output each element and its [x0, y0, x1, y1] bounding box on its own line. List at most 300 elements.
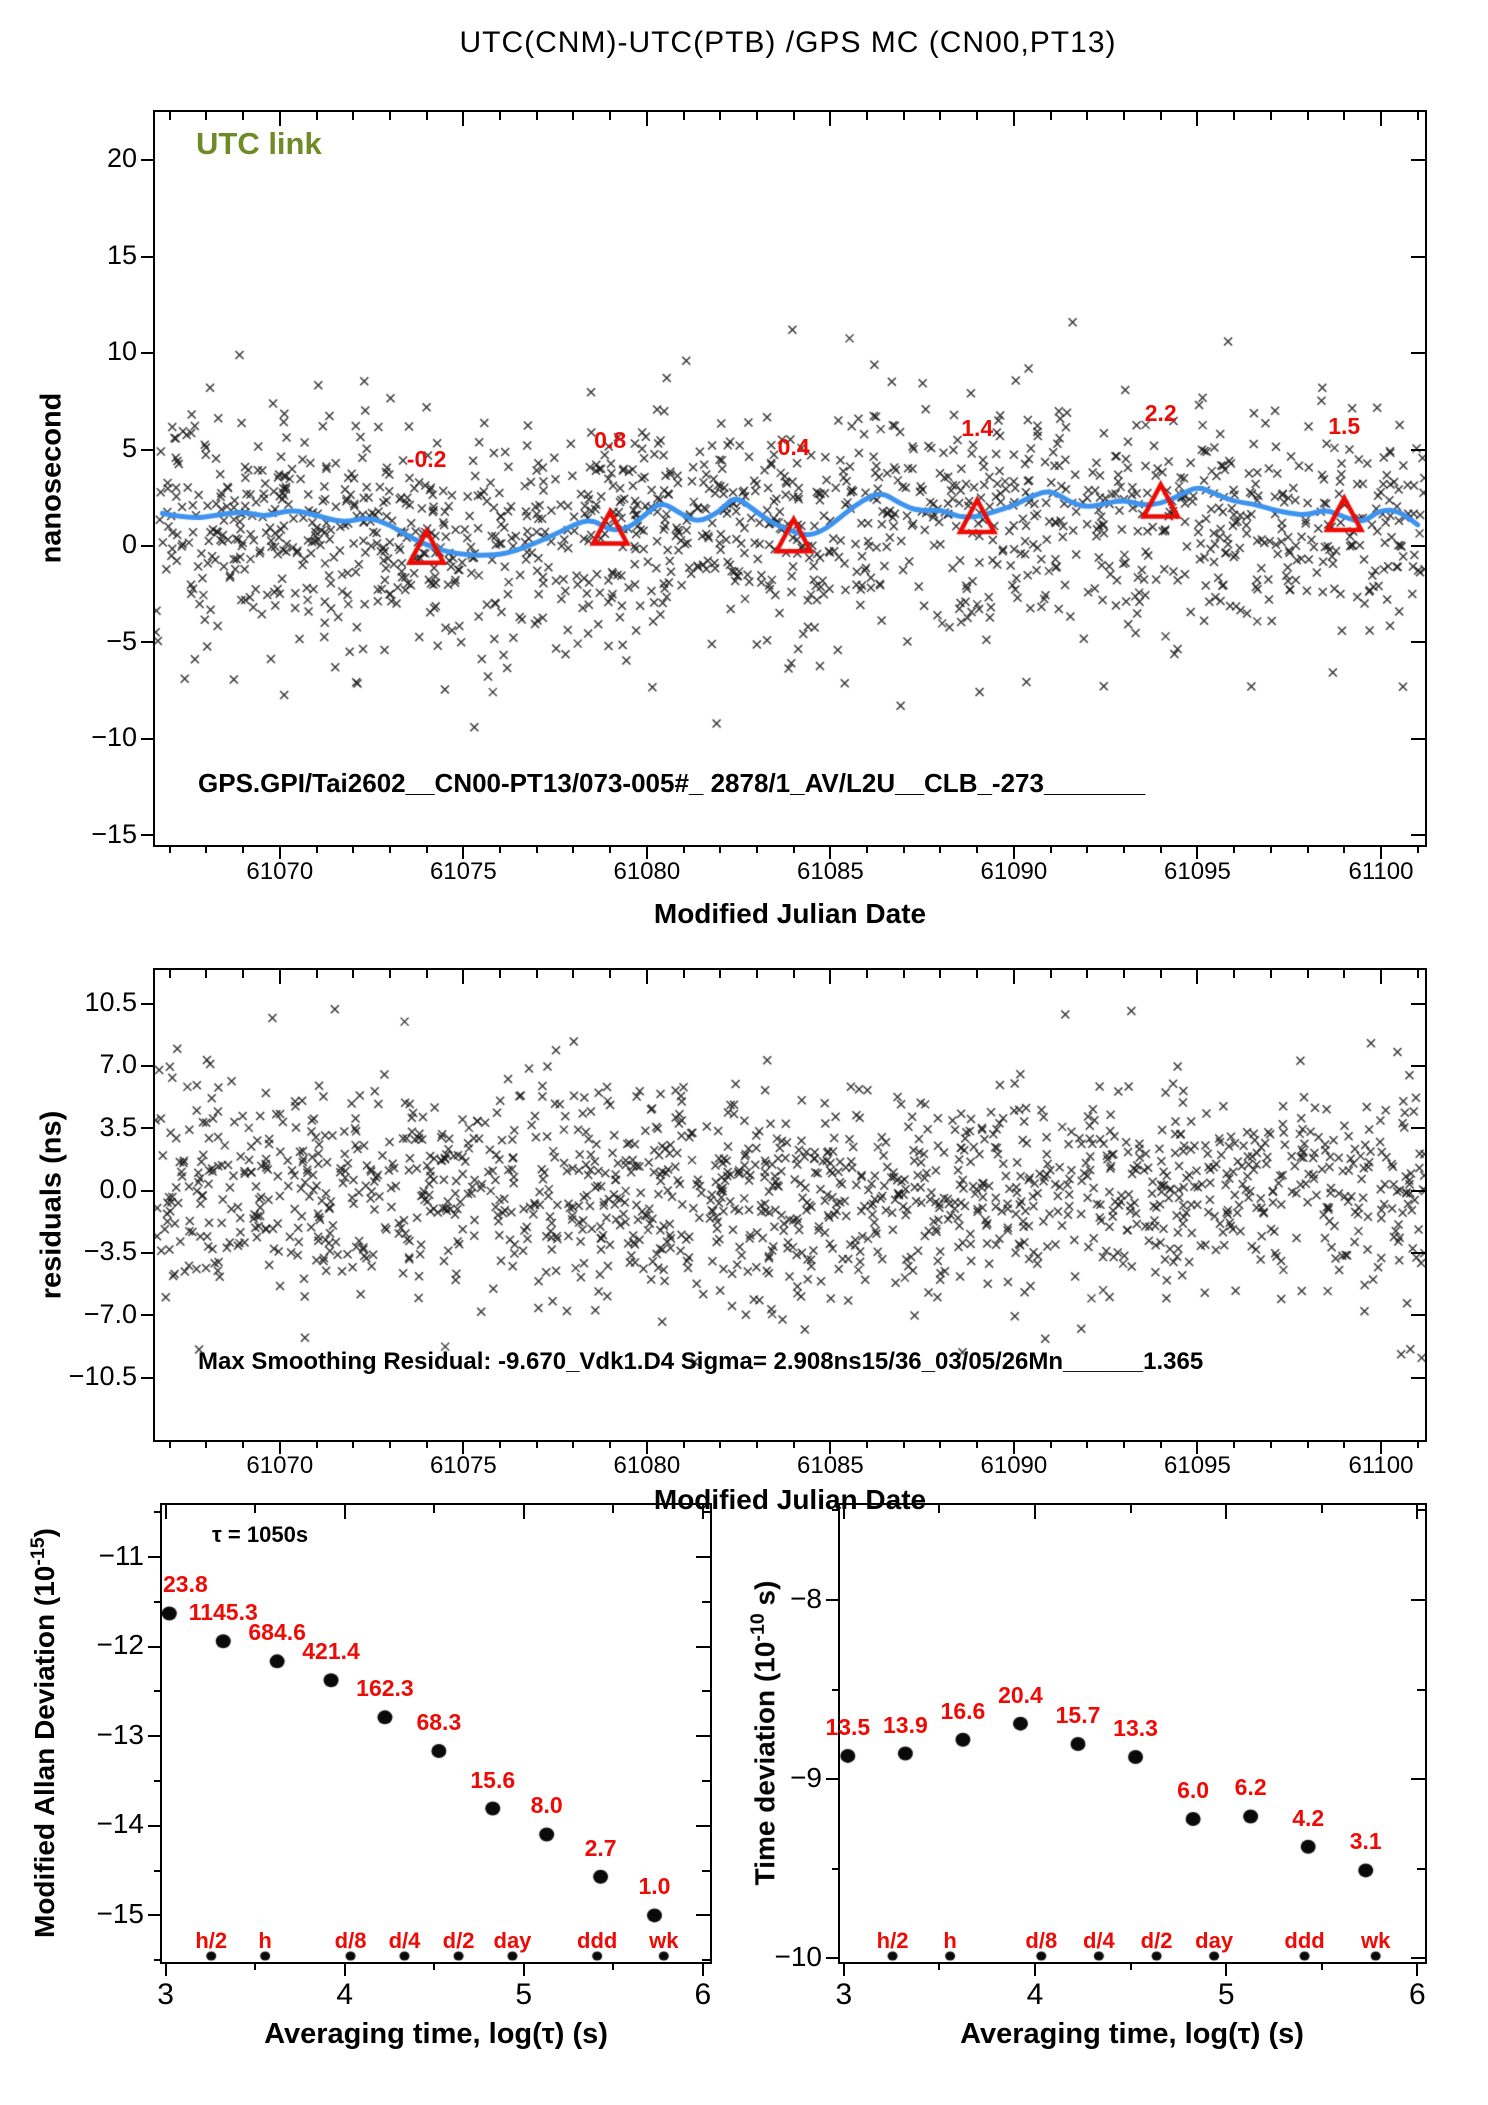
y-major-tick-right: [1411, 1252, 1425, 1254]
point-value-label: 684.6: [248, 1619, 306, 1646]
x-minor-tick: [976, 1440, 978, 1448]
y-major-tick-right: [1411, 1377, 1425, 1379]
x-minor-tick-top: [205, 970, 207, 978]
x-major-tick: [344, 1962, 346, 1976]
y-major-tick-right: [1411, 641, 1425, 643]
averaging-time-axis-title-right: Averaging time, log(τ) (s): [960, 2018, 1304, 2050]
x-major-tick-top: [646, 970, 648, 984]
y-major-tick: [141, 641, 155, 643]
x-minor-tick: [756, 845, 758, 853]
y-tick-label: 7.0: [99, 1049, 137, 1080]
x-minor-tick: [939, 845, 941, 853]
point-value-label: 162.3: [356, 1675, 414, 1702]
x-minor-tick-top: [169, 970, 171, 978]
y-major-tick: [141, 1252, 155, 1254]
x-major-tick: [646, 845, 648, 859]
x-tick-label: 61100: [1348, 858, 1414, 885]
y-major-tick-right: [1411, 545, 1425, 547]
x-minor-tick: [426, 845, 428, 853]
x-minor-tick-top: [1050, 970, 1052, 978]
x-minor-tick-top: [1160, 970, 1162, 978]
x-tick-label: 61075: [429, 1452, 497, 1479]
x-major-tick-top: [1196, 112, 1198, 126]
y-major-tick: [826, 1957, 840, 1959]
x-minor-tick: [1321, 1962, 1323, 1970]
y-major-tick-right: [1411, 738, 1425, 740]
point-value-label: 16.6: [940, 1697, 986, 1724]
x-major-tick-top: [1196, 970, 1198, 984]
triangle-value-label: 1.4: [961, 415, 994, 441]
triangle-value-label: -0.2: [406, 445, 447, 472]
y-tick-label: −5: [106, 625, 137, 656]
x-major-tick: [843, 1962, 845, 1976]
y-major-tick-right: [1411, 159, 1425, 161]
ref-interval-label: day: [1195, 1928, 1234, 1953]
x-minor-tick-top: [316, 970, 318, 978]
y-major-tick: [826, 1778, 840, 1780]
x-major-tick-top: [344, 1505, 346, 1519]
x-minor-tick-top: [719, 970, 721, 978]
ref-interval-label: h/2: [195, 1928, 228, 1953]
x-major-tick-top: [1416, 1505, 1418, 1519]
ref-interval-label: day: [493, 1928, 532, 1953]
x-minor-tick-top: [938, 1505, 940, 1513]
x-minor-tick: [572, 1440, 574, 1448]
x-minor-tick-top: [352, 970, 354, 978]
point-value-label: 15.7: [1055, 1702, 1101, 1729]
y-tick-label: −15: [96, 1898, 144, 1930]
x-tick-label: 61075: [429, 858, 497, 885]
point-value-label: 68.3: [416, 1709, 462, 1736]
dataset-annotation: GPS.GPI/Tai2602__CN00-PT13/073-005#_ 2878/1_AV/L2U__CLB_-273_______: [198, 768, 1146, 798]
x-tick-label: 61095: [1164, 1452, 1231, 1479]
x-minor-tick: [1130, 1962, 1132, 1970]
point-value-label: 13.3: [1113, 1714, 1158, 1741]
x-minor-tick: [536, 1440, 538, 1448]
x-minor-tick-top: [572, 112, 574, 120]
y-tick-label: 15: [106, 239, 137, 270]
x-minor-tick-top: [939, 112, 941, 120]
x-tick-label: 5: [1217, 1978, 1235, 2011]
x-minor-tick-top: [242, 112, 244, 120]
point-value-label: 1145.3: [188, 1599, 258, 1626]
x-minor-tick: [1160, 845, 1162, 853]
y-major-tick: [148, 1825, 162, 1827]
ref-interval-label: d/4: [388, 1928, 421, 1953]
y-major-tick-right: [1411, 1190, 1425, 1192]
y-minor-tick-right: [1417, 1509, 1425, 1511]
x-minor-tick: [683, 845, 685, 853]
y-major-tick-right: [1411, 256, 1425, 258]
y-major-tick: [148, 1735, 162, 1737]
x-minor-tick-top: [683, 970, 685, 978]
x-minor-tick: [1307, 1440, 1309, 1448]
y-major-tick: [141, 1377, 155, 1379]
y-major-tick-right: [1411, 449, 1425, 451]
x-minor-tick: [352, 845, 354, 853]
x-minor-tick-top: [242, 970, 244, 978]
y-minor-tick: [154, 1870, 162, 1872]
y-tick-label: 0.0: [99, 1174, 137, 1205]
nanosecond-axis-title: nanosecond: [35, 392, 68, 564]
x-minor-tick: [1343, 845, 1345, 853]
x-minor-tick-top: [1343, 112, 1345, 120]
ref-interval-label: d/4: [1082, 1928, 1115, 1953]
ref-interval-label: h/2: [876, 1928, 909, 1953]
x-minor-tick: [1307, 845, 1309, 853]
point-value-label: 23.8: [163, 1571, 208, 1598]
y-major-tick: [141, 545, 155, 547]
x-major-tick-top: [279, 970, 281, 984]
residual-sigma-annotation: Max Smoothing Residual: -9.670_Vdk1.D4 Sigma= 2.908ns15/36_03/05/26Mn______1.365: [198, 1348, 1204, 1375]
x-minor-tick: [866, 1440, 868, 1448]
point-value-label: 4.2: [1292, 1804, 1325, 1831]
x-minor-tick: [1086, 845, 1088, 853]
x-minor-tick: [1233, 1440, 1235, 1448]
x-major-tick: [165, 1962, 167, 1976]
x-major-tick: [279, 845, 281, 859]
utc-link-label: UTC link: [196, 126, 322, 161]
x-minor-tick: [1417, 845, 1419, 853]
y-major-tick: [148, 1556, 162, 1558]
y-major-tick: [141, 1190, 155, 1192]
x-tick-label: 61090: [980, 1452, 1048, 1479]
x-minor-tick: [1050, 845, 1052, 853]
x-major-tick: [829, 845, 831, 859]
x-minor-tick: [389, 1440, 391, 1448]
y-tick-label: −10.5: [68, 1360, 137, 1391]
point-value-label: 8.0: [530, 1792, 563, 1819]
x-tick-label: 5: [515, 1978, 533, 2011]
y-minor-tick-right: [702, 1870, 710, 1872]
x-minor-tick-top: [903, 970, 905, 978]
triangle-value-label: 0.4: [777, 434, 810, 461]
y-minor-tick: [154, 1511, 162, 1513]
x-minor-tick-top: [389, 112, 391, 120]
x-major-tick-top: [1225, 1505, 1227, 1519]
y-major-tick: [141, 256, 155, 258]
x-minor-tick: [242, 1440, 244, 1448]
y-tick-label: −14: [96, 1808, 144, 1840]
x-minor-tick: [499, 1440, 501, 1448]
point-value-label: 1.0: [638, 1873, 671, 1900]
x-minor-tick-top: [1050, 112, 1052, 120]
y-major-tick-right: [1411, 1127, 1425, 1129]
x-minor-tick: [433, 1962, 435, 1970]
x-minor-tick: [499, 845, 501, 853]
x-minor-tick-top: [426, 112, 428, 120]
y-tick-label: −8: [790, 1582, 822, 1614]
point-value-label: 20.4: [998, 1681, 1043, 1708]
point-value-label: 2.7: [584, 1834, 617, 1861]
x-minor-tick: [316, 1440, 318, 1448]
x-minor-tick-top: [866, 970, 868, 978]
x-minor-tick: [536, 845, 538, 853]
x-minor-tick: [1343, 1440, 1345, 1448]
x-minor-tick-top: [1130, 1505, 1132, 1513]
x-major-tick: [462, 845, 464, 859]
y-major-tick-right: [1411, 1778, 1425, 1780]
x-minor-tick-top: [499, 970, 501, 978]
x-minor-tick-top: [1270, 112, 1272, 120]
y-major-tick: [141, 1127, 155, 1129]
x-minor-tick: [426, 1440, 428, 1448]
point-value-label: 13.9: [882, 1711, 928, 1738]
y-tick-label: −11: [98, 1539, 144, 1571]
y-tick-label: −7.0: [83, 1298, 137, 1329]
y-minor-tick-right: [1417, 1868, 1425, 1870]
ref-interval-label: d/2: [1140, 1928, 1173, 1953]
x-minor-tick: [1233, 845, 1235, 853]
x-minor-tick: [1050, 1440, 1052, 1448]
y-tick-label: 10.5: [84, 987, 137, 1018]
x-minor-tick-top: [1233, 970, 1235, 978]
ref-interval-label: wk: [649, 1928, 679, 1953]
y-major-tick-right: [1411, 834, 1425, 836]
y-minor-tick: [154, 1780, 162, 1782]
y-minor-tick: [832, 1689, 840, 1691]
x-minor-tick-top: [536, 970, 538, 978]
y-tick-label: −13: [96, 1718, 144, 1750]
residuals-axis-title: residuals (ns): [35, 1110, 68, 1300]
x-minor-tick-top: [1417, 970, 1419, 978]
y-major-tick: [141, 352, 155, 354]
x-tick-label: 4: [336, 1978, 353, 2011]
x-minor-tick: [683, 1440, 685, 1448]
x-minor-tick-top: [1270, 970, 1272, 978]
x-minor-tick: [1123, 1440, 1125, 1448]
x-major-tick-top: [279, 112, 281, 126]
x-minor-tick: [719, 845, 721, 853]
mdev-axis-title: Modified Allan Deviation $(10^{-15})$: [26, 1528, 61, 1938]
canvas-utc_link_plot: [155, 112, 1425, 845]
y-tick-label: 3.5: [99, 1111, 137, 1142]
x-minor-tick-top: [609, 970, 611, 978]
x-minor-tick-top: [1086, 970, 1088, 978]
x-minor-tick: [316, 845, 318, 853]
x-major-tick: [1034, 1962, 1036, 1976]
x-major-tick-top: [462, 112, 464, 126]
x-minor-tick-top: [169, 112, 171, 120]
x-minor-tick: [572, 845, 574, 853]
x-major-tick: [523, 1962, 525, 1976]
x-major-tick-top: [165, 1505, 167, 1519]
x-minor-tick-top: [866, 112, 868, 120]
x-minor-tick-top: [976, 112, 978, 120]
x-minor-tick: [756, 1440, 758, 1448]
x-minor-tick-top: [1233, 112, 1235, 120]
x-minor-tick: [793, 845, 795, 853]
x-major-tick-top: [523, 1505, 525, 1519]
x-major-tick: [1416, 1962, 1418, 1976]
point-value-label: 15.6: [470, 1766, 516, 1793]
averaging-time-axis-title-left: Averaging time, log(τ) (s): [264, 2018, 608, 2050]
x-major-tick: [1225, 1962, 1227, 1976]
x-minor-tick-top: [433, 1505, 435, 1513]
mjd-axis-title-top: Modified Julian Date: [653, 898, 927, 929]
x-minor-tick-top: [1417, 112, 1419, 120]
x-minor-tick-top: [1123, 112, 1125, 120]
ref-interval-label: h: [943, 1928, 957, 1953]
x-minor-tick: [866, 845, 868, 853]
x-tick-label: 61085: [797, 858, 864, 885]
y-major-tick: [826, 1599, 840, 1601]
x-tick-label: 61095: [1164, 858, 1231, 885]
point-value-label: 421.4: [302, 1638, 360, 1665]
ref-interval-label: wk: [1360, 1928, 1391, 1953]
y-major-tick-right: [696, 1735, 710, 1737]
x-minor-tick: [1086, 1440, 1088, 1448]
y-major-tick-right: [1411, 1599, 1425, 1601]
y-tick-label: 0: [121, 529, 137, 560]
y-tick-label: 20: [106, 143, 137, 174]
x-minor-tick-top: [254, 1505, 256, 1513]
x-minor-tick: [609, 1440, 611, 1448]
x-minor-tick-top: [756, 112, 758, 120]
x-tick-label: 61070: [246, 1452, 314, 1479]
x-major-tick-top: [1013, 112, 1015, 126]
x-major-tick-top: [1034, 1505, 1036, 1519]
x-minor-tick: [169, 845, 171, 853]
x-minor-tick-top: [903, 112, 905, 120]
x-minor-tick-top: [976, 970, 978, 978]
x-tick-label: 61070: [246, 858, 314, 885]
x-minor-tick-top: [205, 112, 207, 120]
x-tick-label: 61080: [613, 1452, 681, 1479]
y-major-tick: [141, 738, 155, 740]
ref-interval-label: d/8: [334, 1928, 367, 1953]
y-tick-label: −10: [91, 722, 137, 753]
y-tick-label: −3.5: [83, 1236, 137, 1267]
figure-title: UTC(CNM)-UTC(PTB) /GPS MC (CN00,PT13): [459, 26, 1117, 59]
y-minor-tick-right: [702, 1690, 710, 1692]
x-minor-tick: [612, 1962, 614, 1970]
x-minor-tick-top: [1343, 970, 1345, 978]
x-minor-tick: [903, 1440, 905, 1448]
x-minor-tick: [1123, 845, 1125, 853]
x-minor-tick: [1270, 1440, 1272, 1448]
x-minor-tick-top: [1307, 970, 1309, 978]
y-major-tick: [141, 1003, 155, 1005]
x-minor-tick-top: [1321, 1505, 1323, 1513]
x-major-tick-top: [829, 970, 831, 984]
x-minor-tick-top: [939, 970, 941, 978]
x-minor-tick: [719, 1440, 721, 1448]
x-tick-label: 61090: [980, 858, 1048, 885]
x-tick-label: 61085: [797, 1452, 864, 1479]
y-tick-label: −12: [96, 1629, 144, 1661]
x-minor-tick-top: [793, 112, 795, 120]
x-major-tick-top: [646, 112, 648, 126]
x-minor-tick-top: [719, 112, 721, 120]
ref-interval-label: d/2: [442, 1928, 475, 1953]
x-tick-label: 61100: [1348, 1452, 1414, 1479]
x-minor-tick-top: [1123, 970, 1125, 978]
x-minor-tick-top: [426, 970, 428, 978]
y-major-tick-right: [696, 1646, 710, 1648]
y-minor-tick-right: [1417, 1689, 1425, 1691]
tau-note: τ = 1050s: [212, 1522, 309, 1547]
x-minor-tick-top: [1160, 112, 1162, 120]
triangle-value-label: 0.8: [594, 426, 627, 453]
x-minor-tick-top: [756, 970, 758, 978]
x-major-tick-top: [1380, 970, 1382, 984]
y-major-tick: [148, 1914, 162, 1916]
x-minor-tick: [254, 1962, 256, 1970]
x-major-tick-top: [1380, 112, 1382, 126]
y-tick-label: −10: [774, 1941, 822, 1973]
y-minor-tick: [154, 1959, 162, 1961]
y-major-tick-right: [1411, 1003, 1425, 1005]
x-minor-tick: [976, 845, 978, 853]
y-tick-label: −9: [790, 1761, 822, 1793]
y-tick-label: 10: [106, 336, 137, 367]
y-minor-tick: [832, 1868, 840, 1870]
x-minor-tick: [1160, 1440, 1162, 1448]
x-minor-tick: [389, 845, 391, 853]
x-minor-tick-top: [683, 112, 685, 120]
y-tick-label: −15: [91, 818, 137, 849]
x-minor-tick-top: [1307, 112, 1309, 120]
triangle-value-label: 1.5: [1328, 413, 1361, 440]
x-minor-tick: [939, 1440, 941, 1448]
x-minor-tick-top: [1086, 112, 1088, 120]
y-major-tick-right: [1411, 1314, 1425, 1316]
x-tick-label: 61080: [613, 858, 681, 885]
x-minor-tick: [793, 1440, 795, 1448]
x-minor-tick-top: [536, 112, 538, 120]
y-major-tick: [141, 834, 155, 836]
y-major-tick-right: [1411, 1957, 1425, 1959]
x-major-tick: [1380, 845, 1382, 859]
x-major-tick-top: [462, 970, 464, 984]
x-minor-tick: [938, 1962, 940, 1970]
x-minor-tick: [352, 1440, 354, 1448]
point-value-label: 6.0: [1177, 1776, 1210, 1803]
x-minor-tick: [609, 845, 611, 853]
x-minor-tick-top: [572, 970, 574, 978]
ref-interval-label: ddd: [577, 1928, 618, 1953]
x-minor-tick-top: [499, 112, 501, 120]
y-major-tick: [141, 449, 155, 451]
x-major-tick: [1013, 845, 1015, 859]
x-minor-tick: [242, 845, 244, 853]
point-value-label: 3.1: [1349, 1828, 1382, 1855]
mjd-axis-title-bottom: Modified Julian Date: [653, 1484, 927, 1515]
x-tick-label: 3: [835, 1978, 853, 2011]
point-value-label: 6.2: [1234, 1774, 1267, 1801]
y-minor-tick: [154, 1601, 162, 1603]
y-major-tick: [148, 1646, 162, 1648]
x-minor-tick: [169, 1440, 171, 1448]
y-major-tick: [141, 1314, 155, 1316]
x-minor-tick-top: [389, 970, 391, 978]
x-minor-tick: [205, 845, 207, 853]
y-minor-tick: [154, 1690, 162, 1692]
x-tick-label: 6: [694, 1978, 712, 2011]
x-tick-label: 4: [1026, 1978, 1044, 2011]
y-major-tick: [141, 1065, 155, 1067]
x-tick-label: 6: [1409, 1978, 1426, 2011]
y-major-tick-right: [1411, 1065, 1425, 1067]
ref-interval-label: h: [258, 1928, 272, 1953]
y-major-tick-right: [696, 1914, 710, 1916]
ref-interval-label: ddd: [1284, 1928, 1325, 1953]
x-major-tick-top: [829, 112, 831, 126]
x-minor-tick-top: [352, 112, 354, 120]
tdev-axis-title: Time deviation ($10^{-10}$ s): [746, 1580, 781, 1886]
x-minor-tick: [1270, 845, 1272, 853]
